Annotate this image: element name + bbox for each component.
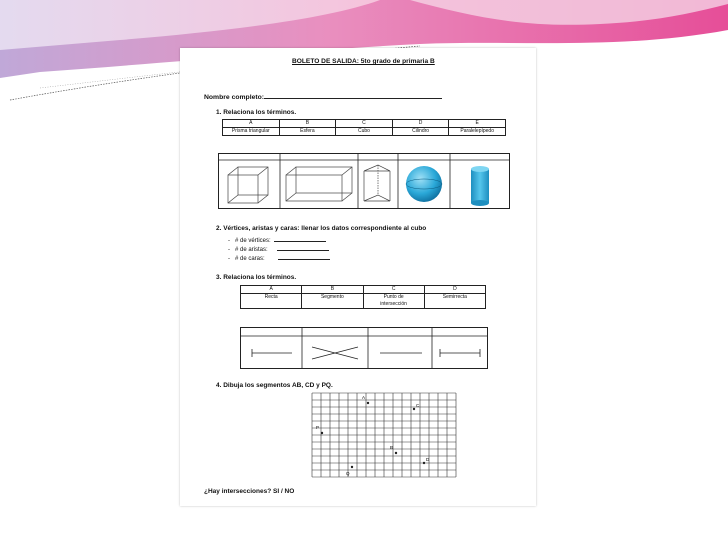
sphere-drawing <box>406 166 442 202</box>
svg-text:A: A <box>362 395 366 400</box>
q3-terms-table <box>240 285 486 309</box>
triangular-prism-drawing <box>364 165 390 201</box>
rectangular-prism-drawing <box>286 167 352 201</box>
q3-heading: 3. Relaciona los términos. <box>216 274 297 281</box>
q1-shapes-row <box>218 153 510 209</box>
q1-letter-a: A <box>223 120 280 128</box>
q3-lines-row <box>240 327 488 369</box>
q2-item-edges: - # de aristas: <box>228 245 329 253</box>
grid-point-b <box>390 445 397 454</box>
cylinder-drawing <box>471 166 489 206</box>
q1-term-d: Cilindro <box>392 128 449 136</box>
grid-point-c <box>413 403 420 410</box>
segment-drawing <box>252 349 292 357</box>
svg-text:D: D <box>426 457 430 462</box>
q1-letter-d: D <box>392 120 449 128</box>
worksheet-page <box>180 48 536 506</box>
cube-drawing <box>228 167 268 203</box>
q3-letter-d: D <box>424 286 485 294</box>
q2-item-vertices: - # de vértices: <box>228 236 326 244</box>
segment-with-ends-drawing <box>440 349 480 357</box>
worksheet-title: BOLETO DE SALIDA: 5to grado de primaria B <box>292 58 435 65</box>
q1-term-a: Prisma triangular <box>223 128 280 136</box>
svg-text:C: C <box>416 403 420 408</box>
svg-text:B: B <box>390 445 394 450</box>
q3-letter-b: B <box>302 286 363 294</box>
q1-heading: 1. Relaciona los términos. <box>216 109 297 116</box>
grid-point-p <box>316 425 323 434</box>
grid-point-q <box>346 466 353 476</box>
q2-heading: 2. Vértices, aristas y caras: llenar los datos correspondiente al cubo <box>216 225 427 232</box>
q2-item-faces: - # de caras: <box>228 254 330 262</box>
q3-term-a: Recta <box>241 294 302 309</box>
q4-coordinate-grid <box>310 391 460 479</box>
intersections-question: ¿Hay intersecciones? SI / NO <box>204 488 295 495</box>
grid-point-a <box>362 395 369 404</box>
q3-letter-a: A <box>241 286 302 294</box>
q1-term-c: Cubo <box>336 128 393 136</box>
intersecting-lines-drawing <box>312 347 358 359</box>
svg-text:P: P <box>316 425 320 430</box>
q1-term-b: Esfera <box>279 128 336 136</box>
svg-text:Q: Q <box>346 471 350 476</box>
q3-term-b: Segmento <box>302 294 363 309</box>
q1-terms-table <box>222 119 506 136</box>
q4-heading: 4. Dibuja los segmentos AB, CD y PQ. <box>216 382 333 389</box>
q3-term-d: Semirrecta <box>424 294 485 309</box>
q1-letter-b: B <box>279 120 336 128</box>
name-label: Nombre completo: <box>204 92 442 101</box>
q1-letter-c: C <box>336 120 393 128</box>
q3-letter-c: C <box>363 286 424 294</box>
q1-term-e: Paralelepípedo <box>449 128 506 136</box>
q1-letter-e: E <box>449 120 506 128</box>
q3-term-c: Punto de intersección <box>363 294 424 309</box>
